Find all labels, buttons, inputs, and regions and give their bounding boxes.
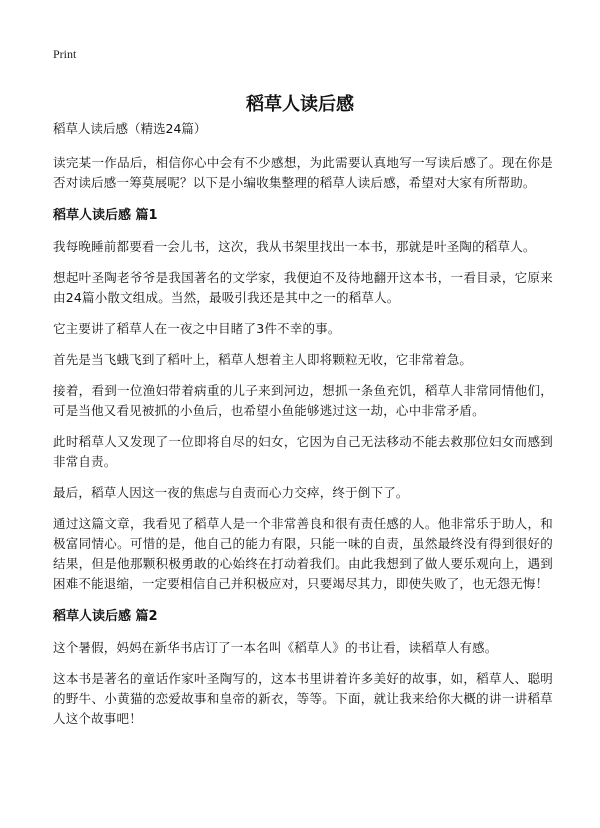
article-subtitle: 稻草人读后感（精选24篇）	[53, 121, 207, 136]
paragraph: 这本书是著名的童话作家叶圣陶写的，这本书里讲着许多美好的故事，如，稻草人、聪明的野牛、小黄猫的恋爱故事和皇帝的新衣，等等。下面，就让我来给你大概的讲一讲稻草人这个故事吧！	[53, 671, 553, 726]
article-body	[53, 119, 553, 740]
paragraph: 接着，看到一位渔妇带着病重的儿子来到河边，想抓一条鱼充饥，稻草人非常同情他们，可是当他又看见被抓的小鱼后，也希望小鱼能够逃过这一劫，心中非常矛盾。	[53, 383, 553, 418]
paragraph: 首先是当飞蛾飞到了稻叶上，稻草人想着主人即将颗粒无收，它非常着急。	[53, 352, 473, 367]
paragraph: 此时稻草人又发现了一位即将自尽的妇女，它因为自己无法移动不能去救那位妇女而感到非常自责。	[53, 434, 553, 469]
paragraph: 这个暑假，妈妈在新华书店订了一本名叫《稻草人》的书让看，读稻草人有感。	[53, 640, 498, 655]
paragraph: 最后，稻草人因这一夜的焦虑与自责而心力交瘁，终于倒下了。	[53, 485, 409, 500]
paragraph: 它主要讲了稻草人在一夜之中目睹了3件不幸的事。	[53, 321, 341, 336]
paragraph: 我每晚睡前都要看一会儿书，这次，我从书架里找出一本书，那就是叶圣陶的稻草人。	[53, 239, 536, 254]
print-link[interactable]: Print	[53, 47, 77, 61]
paragraph: 通过这篇文章，我看见了稻草人是一个非常善良和很有责任感的人。他非常乐于助人，和极富同情心。可惜的是，他自己的能力有限，只能一味的自责，虽然最终没有得到很好的结果，但是他那颗积极勇敢的心始终在打动着我们。由此我想到了做人要乐观向上，遇到困难不能退缩，一定要相信自己并积极应对，只要竭尽其力，即使失败了，也无怨无悔！	[53, 516, 553, 591]
section-heading: 稻草人读后感 篇2	[53, 609, 158, 624]
page-title: 稻草人读后感	[246, 94, 354, 116]
section-heading: 稻草人读后感 篇1	[53, 208, 158, 223]
paragraph: 想起叶圣陶老爷爷是我国著名的文学家，我便迫不及待地翻开这本书，一看目录，它原来由24篇小散文组成。当然，最吸引我还是其中之一的稻草人。	[53, 270, 553, 305]
intro-paragraph: 读完某一作品后，相信你心中会有不少感想，为此需要认真地写一写读后感了。现在你是否对读后感一筹莫展呢？以下是小编收集整理的稻草人读后感，希望对大家有所帮助。	[53, 155, 553, 190]
